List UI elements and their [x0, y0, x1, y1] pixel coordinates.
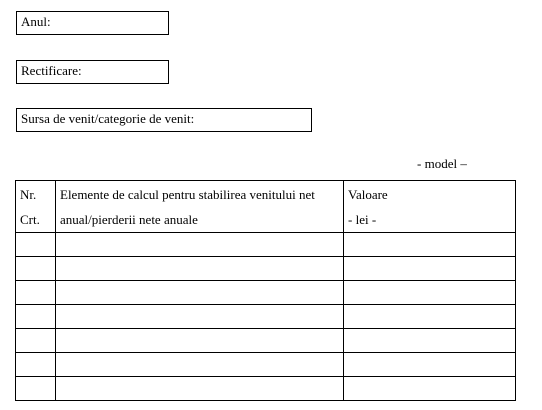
- cell-calculation-element[interactable]: [56, 329, 344, 353]
- header-value-line1: Valoare: [348, 187, 388, 202]
- header-value: [344, 181, 516, 233]
- cell-calculation-element[interactable]: [56, 353, 344, 377]
- header-value-line2: - lei -: [348, 212, 377, 227]
- table-row: [16, 281, 516, 305]
- cell-value[interactable]: [344, 353, 516, 377]
- cell-value[interactable]: [344, 233, 516, 257]
- cell-calculation-element[interactable]: [56, 257, 344, 281]
- cell-nr-crt[interactable]: [16, 329, 56, 353]
- cell-nr-crt[interactable]: [16, 281, 56, 305]
- cell-calculation-element[interactable]: [56, 305, 344, 329]
- header-elements-line1: Elemente de calcul pentru stabilirea venitului net: [60, 187, 315, 202]
- cell-value[interactable]: [344, 281, 516, 305]
- header-nr-line1: Nr.: [20, 187, 37, 202]
- header-calculation-elements: [56, 181, 344, 233]
- cell-nr-crt[interactable]: [16, 233, 56, 257]
- cell-nr-crt[interactable]: [16, 377, 56, 401]
- cell-calculation-element[interactable]: [56, 281, 344, 305]
- table-row: [16, 353, 516, 377]
- model-note: - model –: [417, 156, 467, 171]
- cell-nr-crt[interactable]: [16, 305, 56, 329]
- income-calculation-table: [15, 180, 516, 401]
- table-row: [16, 377, 516, 401]
- year-label: Anul:: [21, 14, 51, 29]
- cell-nr-crt[interactable]: [16, 353, 56, 377]
- cell-calculation-element[interactable]: [56, 233, 344, 257]
- income-source-label: Sursa de venit/categorie de venit:: [21, 111, 195, 126]
- year-field[interactable]: [16, 11, 169, 35]
- rectification-label: Rectificare:: [21, 63, 82, 78]
- cell-value[interactable]: [344, 329, 516, 353]
- cell-calculation-element[interactable]: [56, 377, 344, 401]
- table-row: [16, 257, 516, 281]
- cell-value[interactable]: [344, 257, 516, 281]
- table-row: [16, 233, 516, 257]
- table-header-row: [16, 181, 516, 233]
- cell-nr-crt[interactable]: [16, 257, 56, 281]
- rectification-field[interactable]: [16, 60, 169, 84]
- header-nr-line2: Crt.: [20, 212, 40, 227]
- income-source-field[interactable]: [16, 108, 312, 132]
- header-nr-crt: [16, 181, 56, 233]
- header-elements-line2: anual/pierderii nete anuale: [60, 212, 198, 227]
- cell-value[interactable]: [344, 377, 516, 401]
- cell-value[interactable]: [344, 305, 516, 329]
- table-row: [16, 329, 516, 353]
- table-row: [16, 305, 516, 329]
